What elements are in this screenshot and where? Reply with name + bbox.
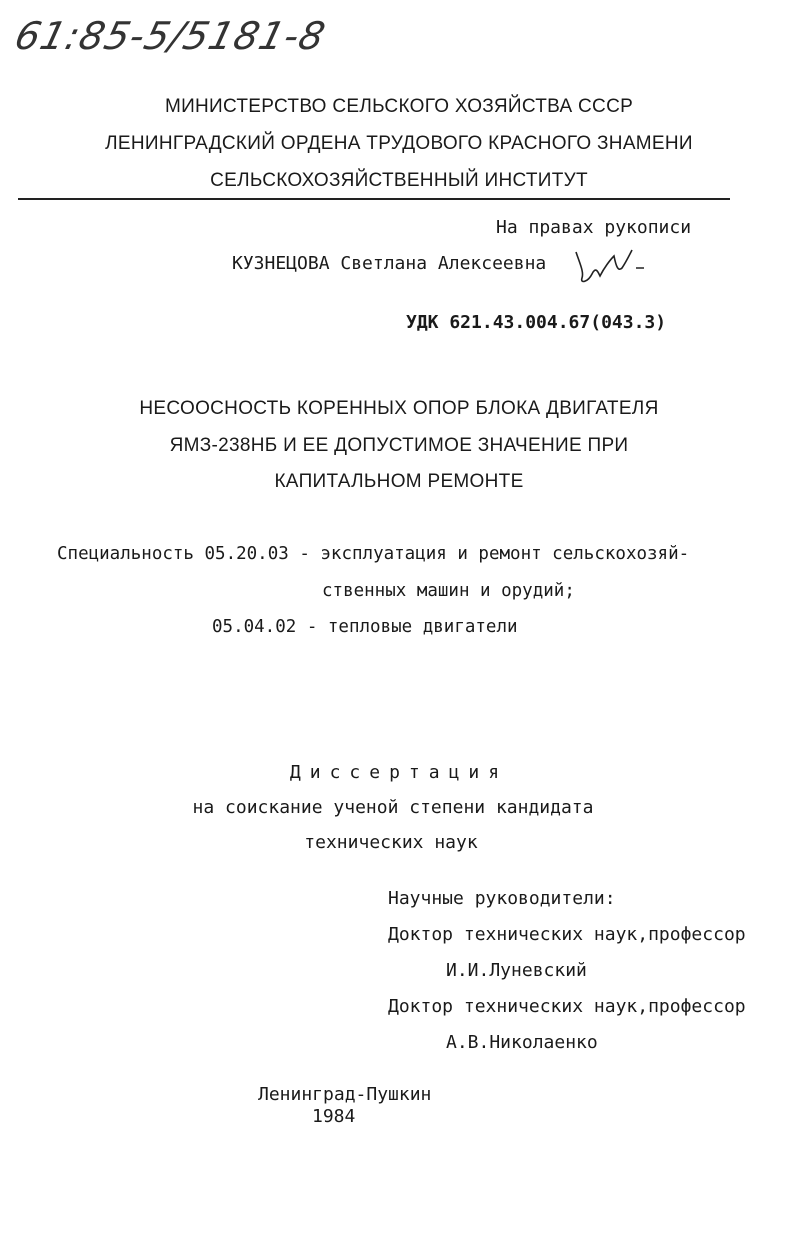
ministry-name: МИНИСТЕРСТВО СЕЛЬСКОГО ХОЗЯЙСТВА СССР	[164, 96, 634, 117]
advisor1-name: И.И.Луневский	[446, 960, 587, 981]
archive-handwritten-note: 61:85-5/5181-8	[10, 14, 331, 58]
manuscript-note: На правах рукописи	[496, 217, 692, 238]
advisor1-title: Доктор технических наук,профессор	[388, 924, 746, 945]
advisor2-title: Доктор технических наук,профессор	[388, 996, 746, 1017]
specialty-line1: Специальность 05.20.03 - эксплуатация и ремонт сельскохозяй-	[57, 544, 690, 564]
specialty-line3: 05.04.02 - тепловые двигатели	[212, 617, 518, 637]
title-line3: КАПИТАЛЬНОМ РЕМОНТЕ	[274, 471, 524, 492]
udk-code: УДК 621.43.004.67(043.3)	[406, 312, 667, 333]
header-divider	[18, 198, 730, 200]
advisor2-name: А.В.Николаенко	[446, 1032, 598, 1053]
degree-line1: на соискание ученой степени кандидата	[192, 797, 594, 818]
publication-place: Ленинград-Пушкин	[258, 1084, 432, 1105]
title-line1: НЕСООСНОСТЬ КОРЕННЫХ ОПОР БЛОКА ДВИГАТЕЛЯ	[139, 398, 659, 419]
advisors-heading: Научные руководители:	[388, 888, 616, 909]
author-name: КУЗНЕЦОВА Светлана Алексеевна	[232, 253, 547, 274]
publication-year: 1984	[312, 1106, 356, 1127]
title-line2: ЯМЗ-238НБ И ЕЕ ДОПУСТИМОЕ ЗНАЧЕНИЕ ПРИ	[169, 435, 629, 456]
specialty-line2: ственных машин и орудий;	[322, 581, 575, 601]
institute-name-line2: СЕЛЬСКОХОЗЯЙСТВЕННЫЙ ИНСТИТУТ	[210, 170, 588, 191]
degree-heading: Диссертация	[289, 762, 509, 783]
author-signature	[570, 238, 650, 288]
institute-name-line1: ЛЕНИНГРАДСКИЙ ОРДЕНА ТРУДОВОГО КРАСНОГО ЗНАМЕНИ	[105, 133, 693, 154]
degree-line2: технических наук	[304, 832, 478, 853]
